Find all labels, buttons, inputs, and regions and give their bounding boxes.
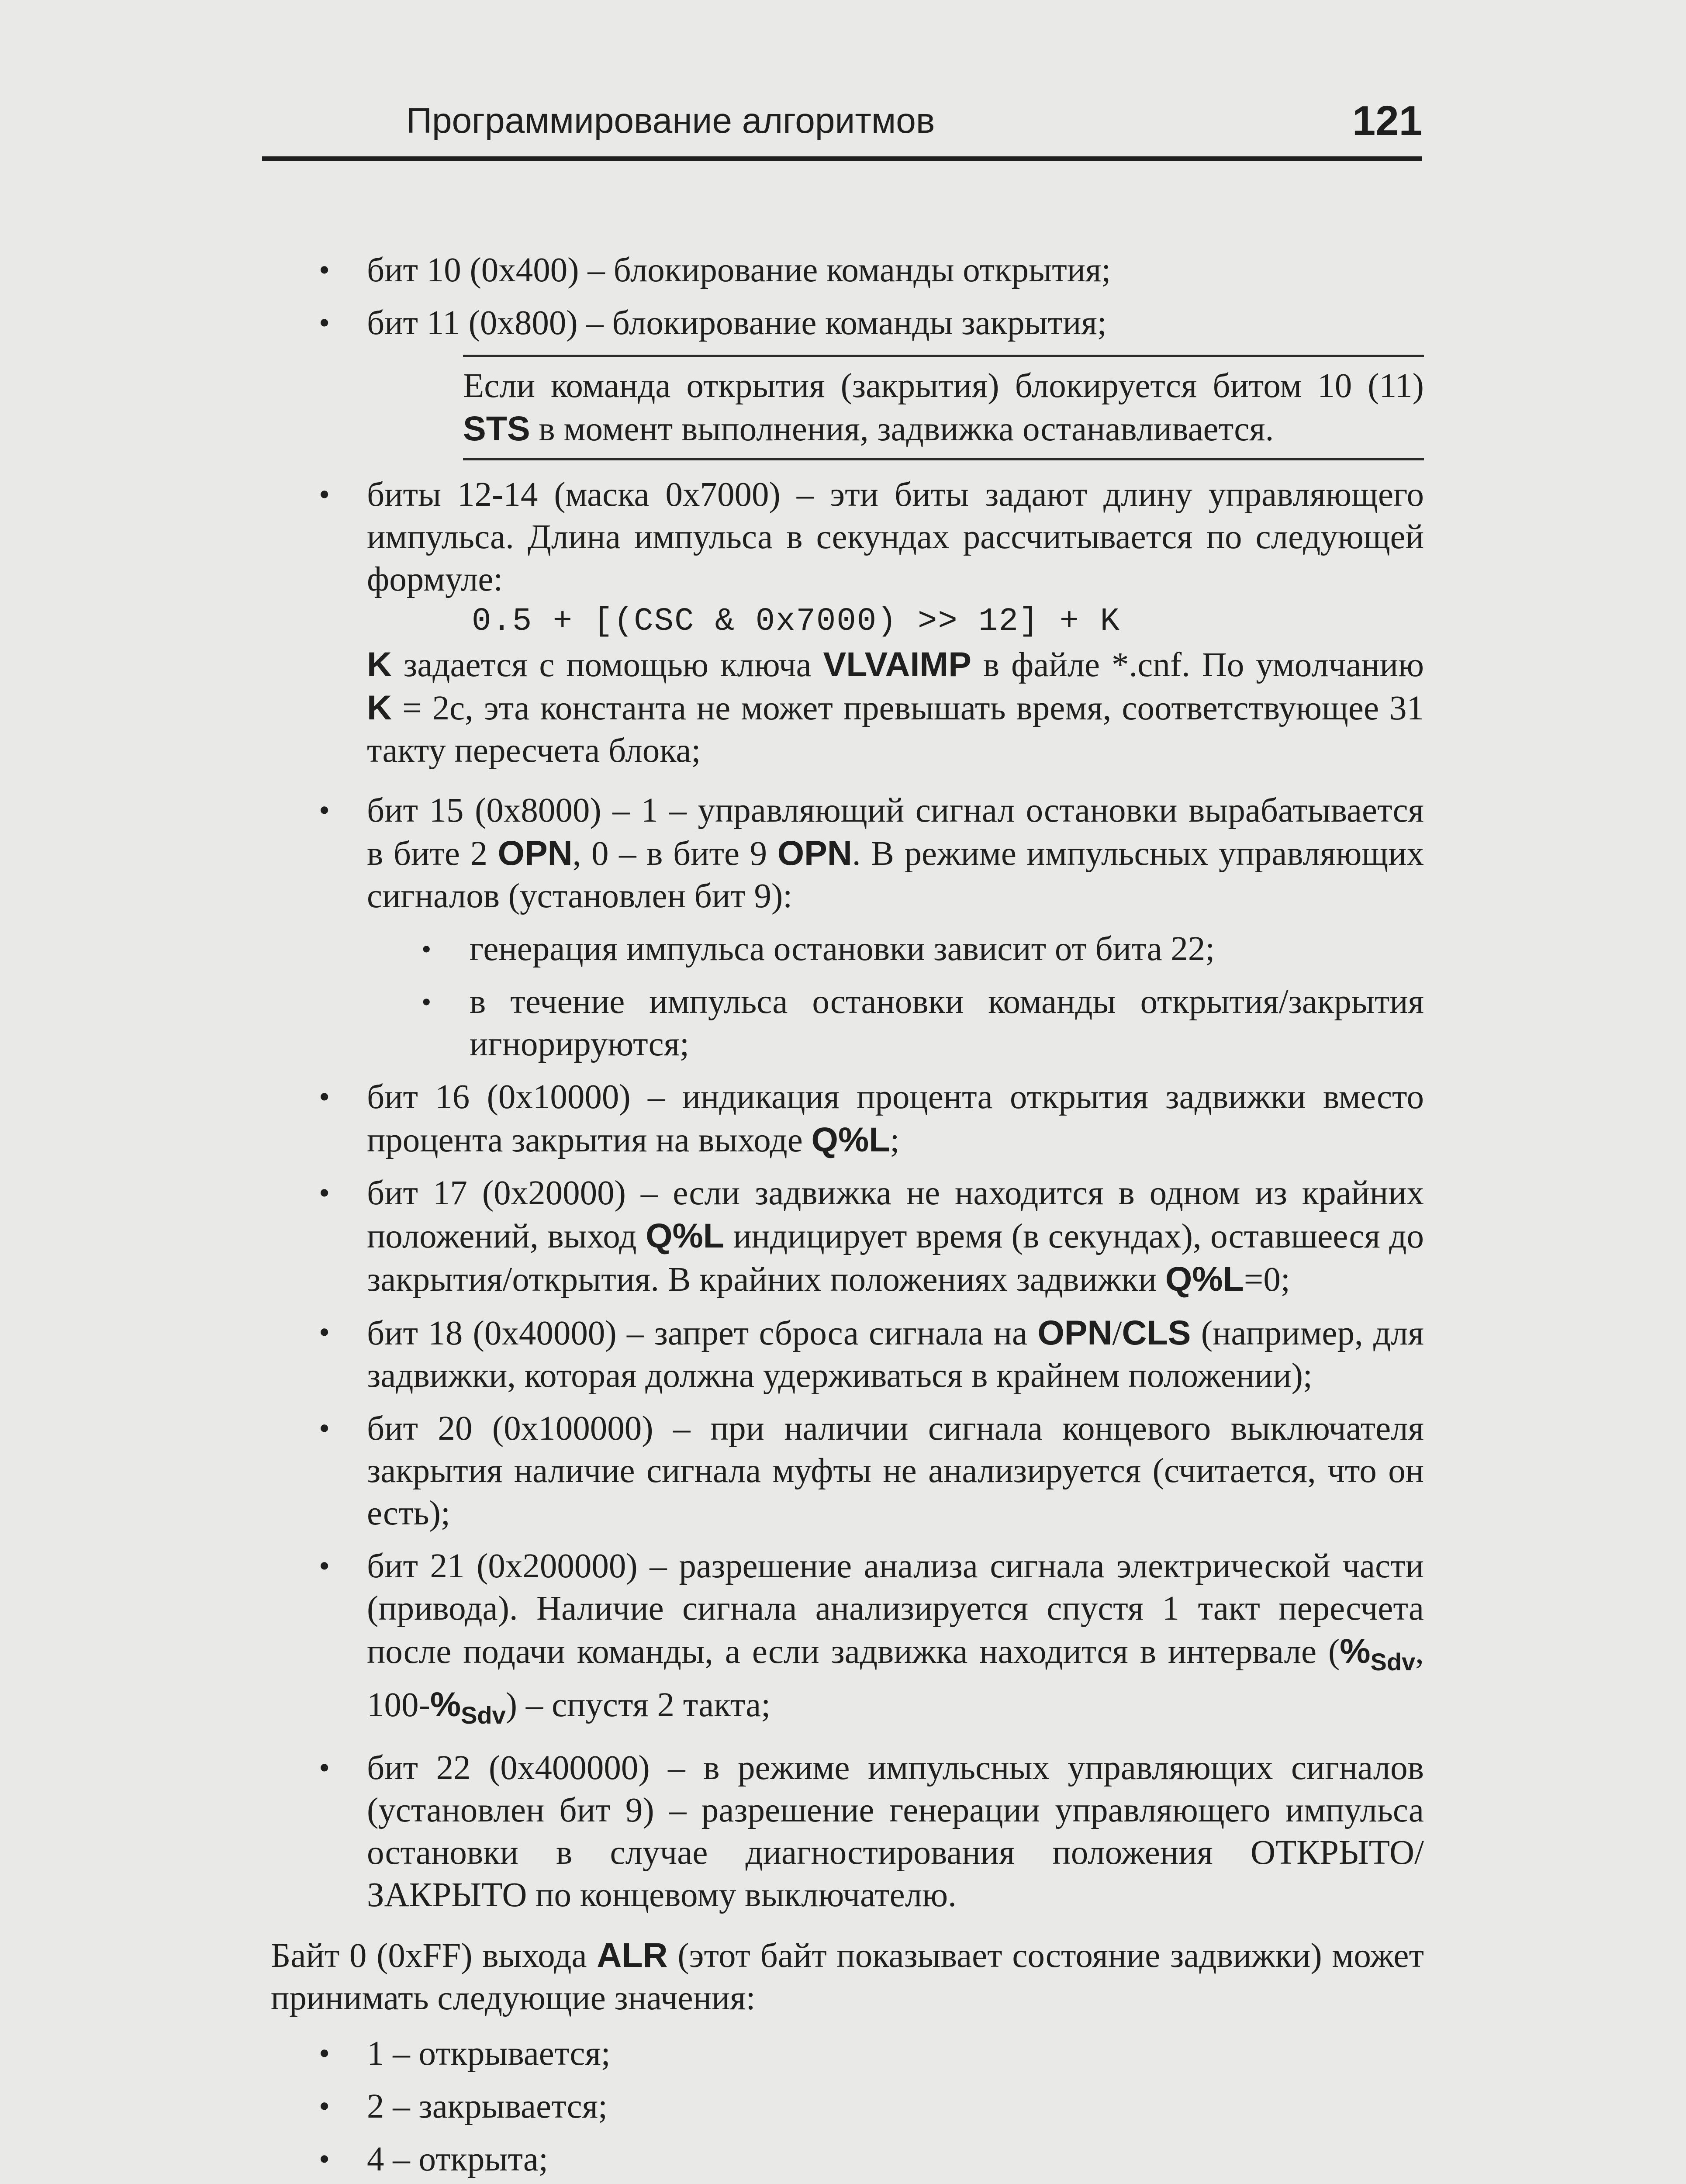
- list-item-bit18: [271, 1311, 1424, 1397]
- k-text: задается с помощью ключа: [392, 646, 823, 684]
- ql-code-3: Q%L: [1165, 1259, 1244, 1298]
- byte0-paragraph: [271, 1934, 1424, 2019]
- running-header: [262, 95, 1422, 161]
- opn-code-3: OPN: [1037, 1313, 1112, 1352]
- opn-code: OPN: [498, 833, 573, 872]
- value-item-2: • 2 – закрывается;: [271, 2085, 1424, 2128]
- bit16-text: бит 16 (0x10000) – индикация процента открытия задвижки вместо процента закрытия на выходе: [367, 1078, 1424, 1159]
- ql-code: Q%L: [811, 1120, 890, 1159]
- bit18-text-end: (например, для задвижки, которая должна удерживаться в крайнем положении);: [367, 1314, 1424, 1395]
- k-text-3: = 2с, эта константа не может превышать время, соответствующее 31 такту пересчета блока;: [367, 689, 1424, 770]
- sub-list-item-2: • в течение импульса остановки команды открытия/закрытия игнорируются;: [271, 981, 1424, 1065]
- k-code: K: [367, 645, 392, 684]
- k-text-2: в файле *.cnf. По умолчанию: [971, 646, 1424, 684]
- bit18-text: бит 18 (0x40000) – запрет сброса сигнала на: [367, 1314, 1038, 1352]
- cls-code: CLS: [1122, 1313, 1191, 1352]
- slash-separator: /: [1112, 1314, 1122, 1352]
- list-item-bit17: [271, 1172, 1424, 1301]
- note-code: STS: [463, 409, 530, 448]
- note-text-end: в момент выполнения, задвижка останавливается.: [530, 410, 1274, 448]
- value-item-4: • 4 – открыта;: [271, 2138, 1424, 2181]
- list-item-bit22: • бит 22 (0x400000) – в режиме импульсных управляющих сигналов (установлен бит 9) – разрешение генерации управляющего импульса остановки в случае диагностирования положения ОТКРЫТО/ЗАКРЫТО по концевому выключателю.: [271, 1747, 1424, 1916]
- list-item-bit15: [271, 789, 1424, 917]
- note-box: [463, 355, 1424, 460]
- note-text: Если команда открытия (закрытия) блокируется битом 10 (11): [463, 367, 1424, 405]
- bit15-text-2: , 0 – в бите 9: [572, 835, 777, 873]
- k-code-2: K: [367, 688, 392, 727]
- value-item-1: • 1 – открывается;: [271, 2032, 1424, 2075]
- list-item-bit11: • бит 11 (0x800) – блокирование команды закрытия;: [271, 302, 1424, 344]
- header-title: Программирование алгоритмов: [406, 101, 935, 141]
- list-item-k-description: [271, 643, 1424, 772]
- alr-code: ALR: [597, 1935, 668, 1974]
- sub-list-item-1: • генерация импульса остановки зависит от бита 22;: [271, 928, 1424, 970]
- sdv-subscript: Sdv: [1370, 1648, 1416, 1676]
- opn-code-2: OPN: [777, 833, 852, 872]
- formula: 0.5 + [(CSC & 0x7000) >> 12] + K: [472, 603, 1121, 640]
- bit21-text: бит 21 (0x200000) – разрешение анализа сигнала электрической части (привода). Наличие сигнала анализируется спустя 1 такт пересчета после подачи команды, а если задвижка находится в интервале (: [367, 1547, 1424, 1671]
- bit15-text-3: . В режиме импульсных управляющих сигналов (установлен бит 9):: [367, 835, 1424, 915]
- byte0-text: Байт 0 (0xFF) выхода: [271, 1936, 597, 1975]
- bit15-text: бит 15 (0x8000) – 1 – управляющий сигнал остановки вырабатывается в бите 2: [367, 791, 1424, 873]
- percent-sign-2: %: [430, 1684, 461, 1724]
- bit21-text-end: ) – спустя 2 такта;: [505, 1686, 771, 1724]
- page-body: [271, 249, 1424, 2181]
- byte0-text-end: (этот байт показывает состояние задвижки) может принимать следующие значения:: [271, 1936, 1424, 2017]
- ql-code-2: Q%L: [646, 1216, 725, 1255]
- list-item-bit21: [271, 1545, 1424, 1736]
- page-number: 121: [1352, 97, 1422, 144]
- bit17-text-2: индицирует время (в секундах), оставшееся до закрытия/открытия. В крайних положениях задвижки: [367, 1217, 1424, 1299]
- vlvaimp-code: VLVAIMP: [823, 645, 971, 684]
- list-item-bit20: • бит 20 (0x100000) – при наличии сигнала концевого выключателя закрытия наличие сигнала муфты не анализируется (считается, что он есть);: [271, 1407, 1424, 1534]
- list-item-bit10: • бит 10 (0x400) – блокирование команды открытия;: [271, 249, 1424, 291]
- percent-sign: %: [1340, 1631, 1371, 1670]
- list-item-bits12-14: • биты 12-14 (маска 0x7000) – эти биты задают длину управляющего импульса. Длина импульса в секундах рассчитывается по следующей формуле:: [271, 473, 1424, 601]
- bit17-text-end: =0;: [1244, 1261, 1290, 1299]
- list-item-bit16: [271, 1076, 1424, 1161]
- bit21-text-2: , 100-: [367, 1633, 1424, 1724]
- bit16-text-end: ;: [890, 1121, 900, 1159]
- sdv-subscript-2: Sdv: [461, 1701, 506, 1729]
- bit17-text: бит 17 (0x20000) – если задвижка не находится в одном из крайних положений, выход: [367, 1174, 1424, 1255]
